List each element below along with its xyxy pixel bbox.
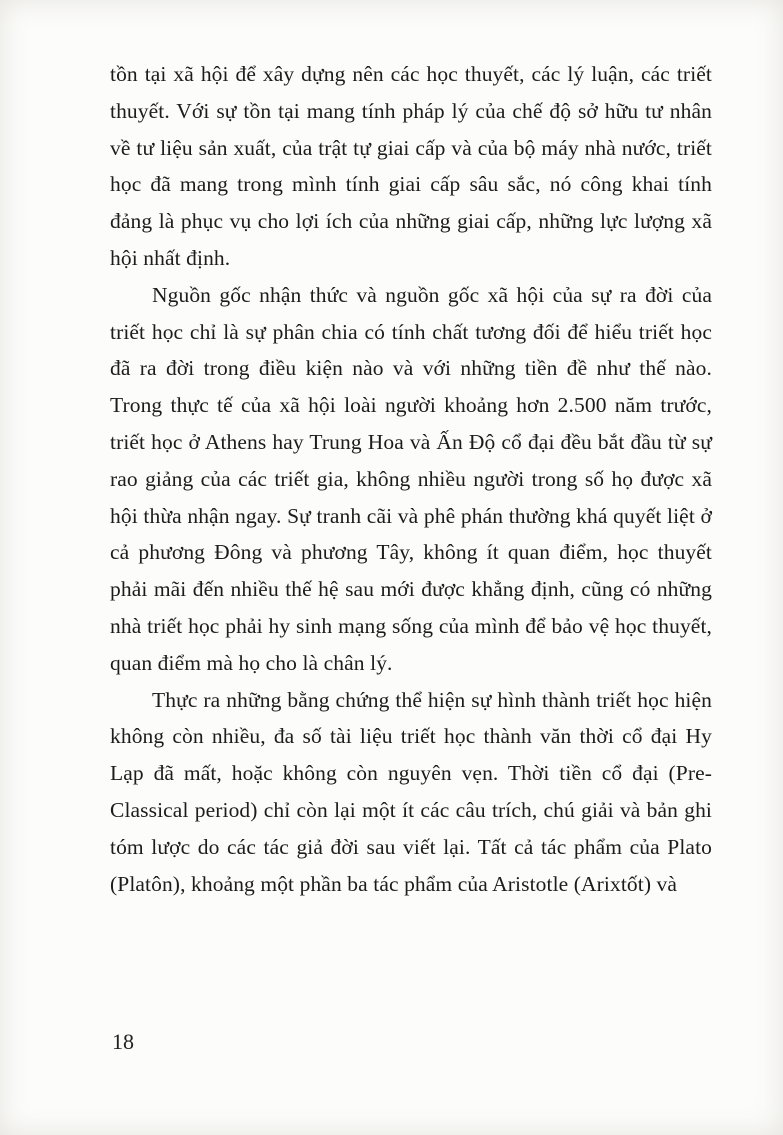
paragraph-continued: tồn tại xã hội để xây dựng nên các học thuyết, các lý luận, các triết thuyết. Với sự tồn tại mang tính pháp lý của chế độ sở hữu tư nhân về tư liệu sản xuất, của trật tự giai cấp và của bộ máy nhà nước, triết học đã mang trong mình tính giai cấp sâu sắc, nó công khai tính đảng là phục vụ cho lợi ích của những giai cấp, những lực lượng xã hội nhất định.	[110, 62, 712, 270]
paragraph: Nguồn gốc nhận thức và nguồn gốc xã hội của sự ra đời của triết học chỉ là sự phân chia có tính chất tương đối để hiểu triết học đã ra đời trong điều kiện nào và với những tiền đề như thế nào. Trong thực tế của xã hội loài người khoảng hơn 2.500 năm trước, triết học ở Athens hay Trung Hoa và Ấn Độ cổ đại đều bắt đầu từ sự rao giảng của các triết gia, không nhiều người trong số họ được xã hội thừa nhận ngay. Sự tranh cãi và phê phán thường khá quyết liệt ở cả phương Đông và phương Tây, không ít quan điểm, học thuyết phải mãi đến nhiều thế hệ sau mới được khẳng định, cũng có những nhà triết học phải hy sinh mạng sống của mình để bảo vệ học thuyết, quan điểm mà họ cho là chân lý.	[110, 282, 712, 675]
page-text-block	[110, 56, 712, 902]
paragraph: Thực ra những bằng chứng thể hiện sự hình thành triết học hiện không còn nhiều, đa số tài liệu triết học thành văn thời cổ đại Hy Lạp đã mất, hoặc không còn nguyên vẹn. Thời tiền cổ đại (Pre-Classical period) chỉ còn lại một ít các câu trích, chú giải và bản ghi tóm lược do các tác giả đời sau viết lại. Tất cả tác phẩm của Plato (Platôn), khoảng một phần ba tác phẩm của Aristotle (Arixtốt) và	[110, 687, 712, 896]
page-number: 18	[112, 1029, 134, 1054]
